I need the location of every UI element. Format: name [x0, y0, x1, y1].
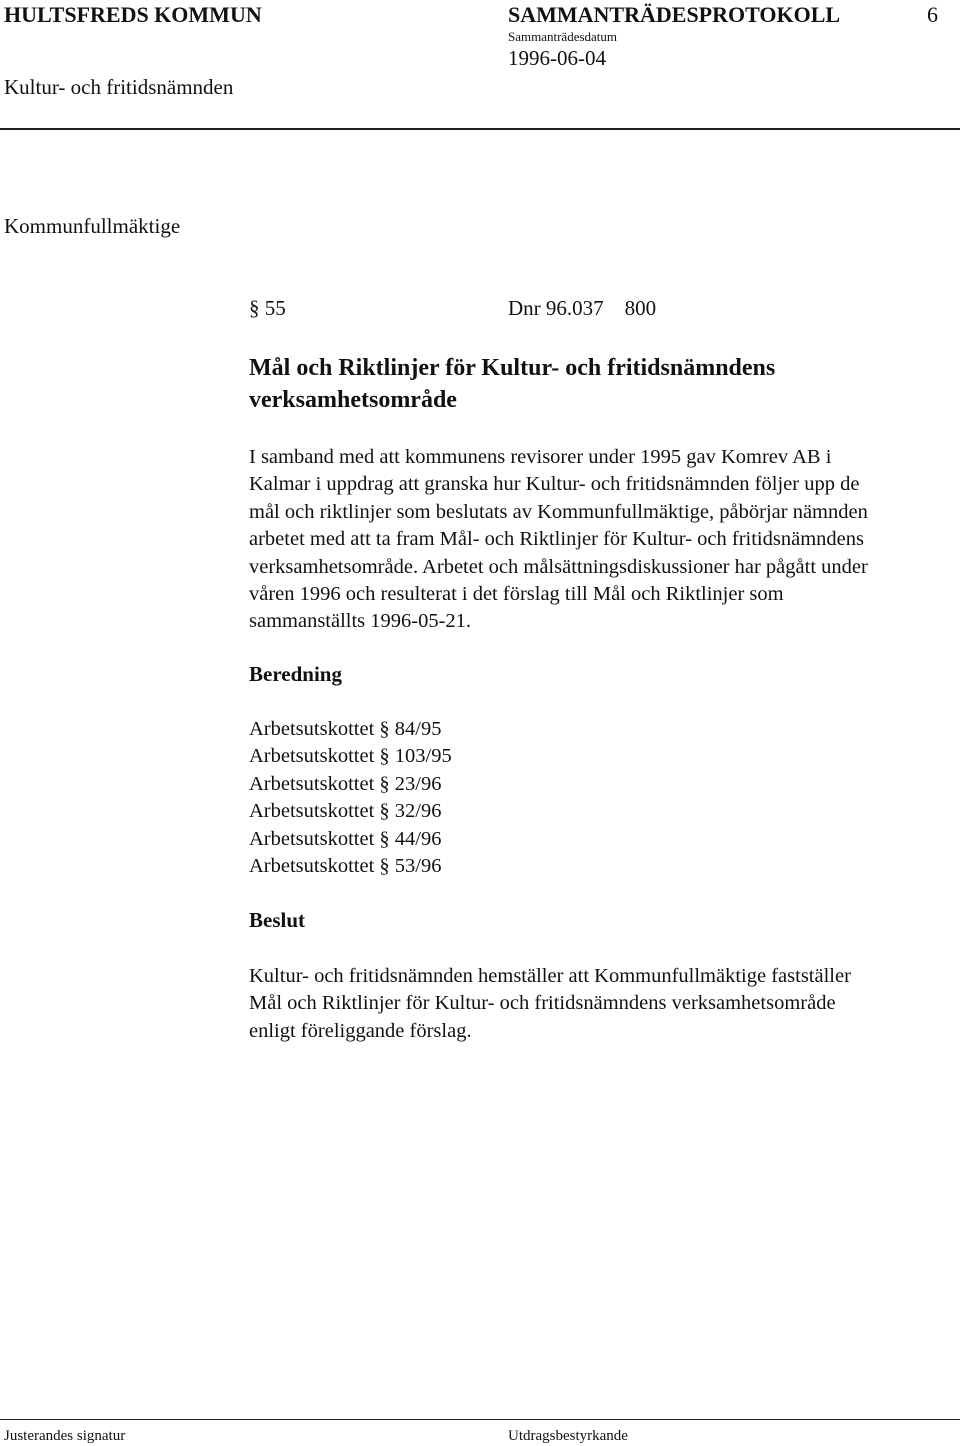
diary-number: Dnr 96.037 800	[508, 296, 657, 320]
organization-name: HULTSFREDS KOMMUN	[4, 2, 262, 27]
paragraph-number: § 55	[249, 296, 286, 320]
body-line: sammanställts 1996-05-21.	[249, 610, 472, 633]
section-title: Mål och Riktlinjer för Kultur- och fritidsnämndens verksamhetsområde	[249, 355, 776, 413]
certification-label: Utdragsbestyrkande	[508, 1428, 628, 1444]
preparation-item: Arbetsutskottet § 103/95	[249, 745, 452, 768]
section-body	[249, 444, 954, 636]
committee-name: Kultur- och fritidsnämnden	[4, 75, 234, 99]
decision-line: Mål och Riktlinjer för Kultur- och fritidsnämndens verksamhetsområde	[249, 992, 836, 1015]
footer-divider	[0, 1419, 960, 1420]
body-line: våren 1996 och resulterat i det förslag till Mål och Riktlinjer som	[249, 583, 784, 606]
preparation-heading: Beredning	[249, 662, 342, 686]
signature-label: Justerandes signatur	[4, 1428, 126, 1444]
document-type: SAMMANTRÄDESPROTOKOLL	[508, 2, 841, 27]
date-label: Sammanträdesdatum	[508, 29, 618, 44]
preparation-item: Arbetsutskottet § 32/96	[249, 800, 442, 823]
preparation-list	[249, 716, 452, 880]
preparation-item: Arbetsutskottet § 23/96	[249, 772, 442, 795]
decision-heading: Beslut	[249, 908, 306, 932]
body-line: Kalmar i uppdrag att granska hur Kultur- och fritidsnämnden följer upp de	[249, 473, 860, 496]
preparation-item: Arbetsutskottet § 53/96	[249, 855, 442, 878]
body-line: I samband med att kommunens revisorer under 1995 gav Komrev AB i	[249, 446, 832, 468]
preparation-item: Arbetsutskottet § 44/96	[249, 827, 442, 850]
decision-body	[249, 963, 954, 1045]
preparation-item: Arbetsutskottet § 84/95	[249, 718, 442, 740]
page-number: 6	[927, 2, 938, 27]
recipient: Kommunfullmäktige	[4, 214, 181, 238]
header-divider	[0, 128, 960, 130]
body-line: arbetet med att ta fram Mål- och Riktlinjer för Kultur- och fritidsnämndens	[249, 528, 864, 551]
body-line: mål och riktlinjer som beslutats av Kommunfullmäktige, påbörjar nämnden	[249, 500, 868, 523]
decision-line: Kultur- och fritidsnämnden hemställer att Kommunfullmäktige fastställer	[249, 965, 851, 987]
decision-line: enligt föreliggande förslag.	[249, 1019, 472, 1042]
meeting-date: 1996-06-04	[508, 46, 606, 70]
body-line: verksamhetsområde. Arbetet och målsättningsdiskussioner har pågått under	[249, 555, 868, 578]
